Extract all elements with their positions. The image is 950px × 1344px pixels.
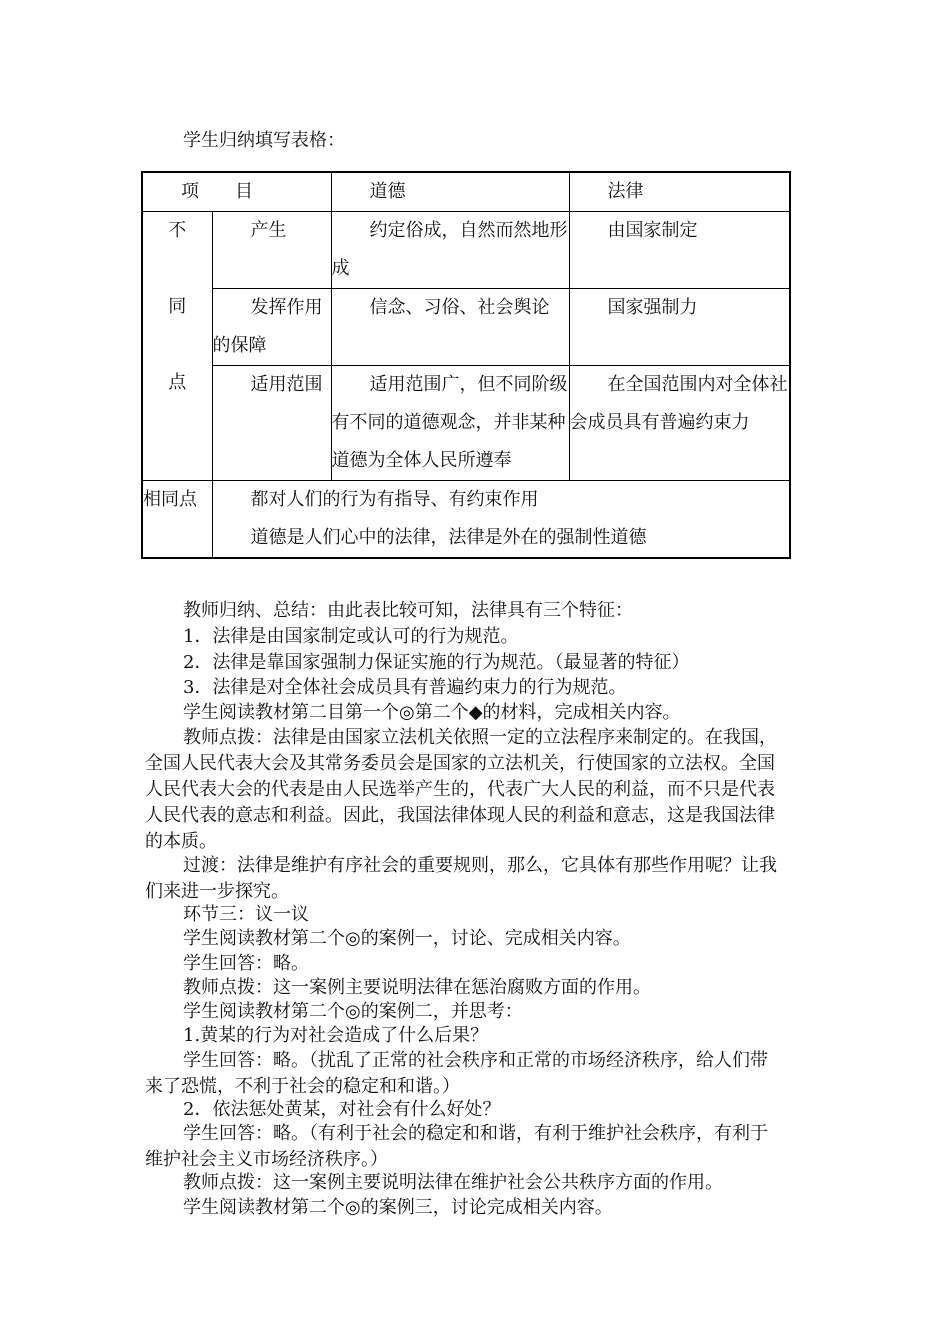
paragraph: 1．法律是由国家制定或认可的行为规范。 — [183, 626, 519, 647]
header-law: 法律 — [569, 172, 790, 212]
diff-label-cell — [142, 212, 212, 481]
same-content — [212, 481, 790, 559]
paragraph: 1.黄某的行为对社会造成了什么后果？ — [183, 1025, 489, 1046]
comparison-table — [141, 171, 791, 559]
diff-label-char: 不 — [168, 220, 187, 241]
paragraph: 学生回答：略。（扰乱了正常的社会秩序和正常的市场经济秩序，给人们带来了恐慌，不利于社会的稳定和和谐。） — [145, 1050, 768, 1097]
section-heading: 环节三：议一议 — [183, 904, 309, 925]
paragraph: 教师归纳、总结：由此表比较可知，法律具有三个特征： — [183, 600, 633, 621]
paragraph: 学生阅读教材第二个◎的案例二，并思考： — [183, 1001, 523, 1022]
table-row — [142, 366, 790, 481]
row-law: 在全国范围内对全体社会成员具有普遍约束力 — [569, 366, 790, 481]
row-item: 产生 — [212, 212, 331, 289]
header-item: 项 目 — [142, 172, 331, 212]
row-law: 国家强制力 — [569, 289, 790, 366]
paragraph: 学生回答：略。 — [183, 953, 309, 974]
row-item: 发挥作用的保障 — [212, 289, 331, 366]
row-moral: 约定俗成，自然而然地形成 — [331, 212, 569, 289]
paragraph: 教师点拨：这一案例主要说明法律在惩治腐败方面的作用。 — [183, 977, 651, 998]
table-header-row — [142, 172, 790, 212]
row-moral: 信念、习俗、社会舆论 — [331, 289, 569, 366]
header-moral: 道德 — [331, 172, 569, 212]
same-label: 相同点 — [142, 481, 212, 559]
paragraph: 学生阅读教材第二个◎的案例三，讨论完成相关内容。 — [183, 1197, 613, 1218]
diff-label-char: 同 — [168, 296, 187, 317]
paragraph: 学生阅读教材第二个◎的案例一，讨论、完成相关内容。 — [183, 928, 631, 949]
paragraph: 2．法律是靠国家强制力保证实施的行为规范。（最显著的特征） — [183, 652, 690, 673]
paragraph: 3．法律是对全体社会成员具有普遍约束力的行为规范。 — [183, 677, 627, 698]
table-row — [142, 212, 790, 289]
paragraph: 学生回答：略。（有利于社会的稳定和和谐，有利于维护社会秩序，有利于维护社会主义市场经济秩序。） — [145, 1123, 768, 1170]
paragraph: 教师点拨：法律是由国家立法机关依照一定的立法程序来制定的。在我国，全国人民代表大会及其常务委员会是国家的立法机关，行使国家的立法权。全国人民代表大会的代表是由人民选举产生的，代表广大人民的利益，而不只是代表人民代表的意志和利益。因此，我国法律体现人民的利益和意志，这是我国法律的本质。 — [145, 727, 777, 852]
intro-text: 学生归纳填写表格： — [183, 130, 345, 151]
same-line: 道德是人们心中的法律，法律是外在的强制性道德 — [250, 527, 647, 548]
same-row — [142, 481, 790, 559]
paragraph: 2．依法惩处黄某，对社会有什么好处？ — [183, 1099, 501, 1120]
row-moral: 适用范围广，但不同阶级有不同的道德观念，并非某种道德为全体人民所遵奉 — [331, 366, 569, 481]
table-row — [142, 289, 790, 366]
row-item: 适用范围 — [212, 366, 331, 481]
row-law: 由国家制定 — [569, 212, 790, 289]
paragraph: 教师点拨：这一案例主要说明法律在维护社会公共秩序方面的作用。 — [183, 1172, 723, 1193]
paragraph: 过渡：法律是维护有序社会的重要规则，那么，它具体有那些作用呢？让我们来进一步探究。 — [145, 855, 777, 902]
same-line: 都对人们的行为有指导、有约束作用 — [250, 489, 539, 510]
diff-label-char: 点 — [168, 372, 187, 393]
paragraph: 学生阅读教材第二目第一个◎第二个◆的材料，完成相关内容。 — [183, 702, 681, 723]
